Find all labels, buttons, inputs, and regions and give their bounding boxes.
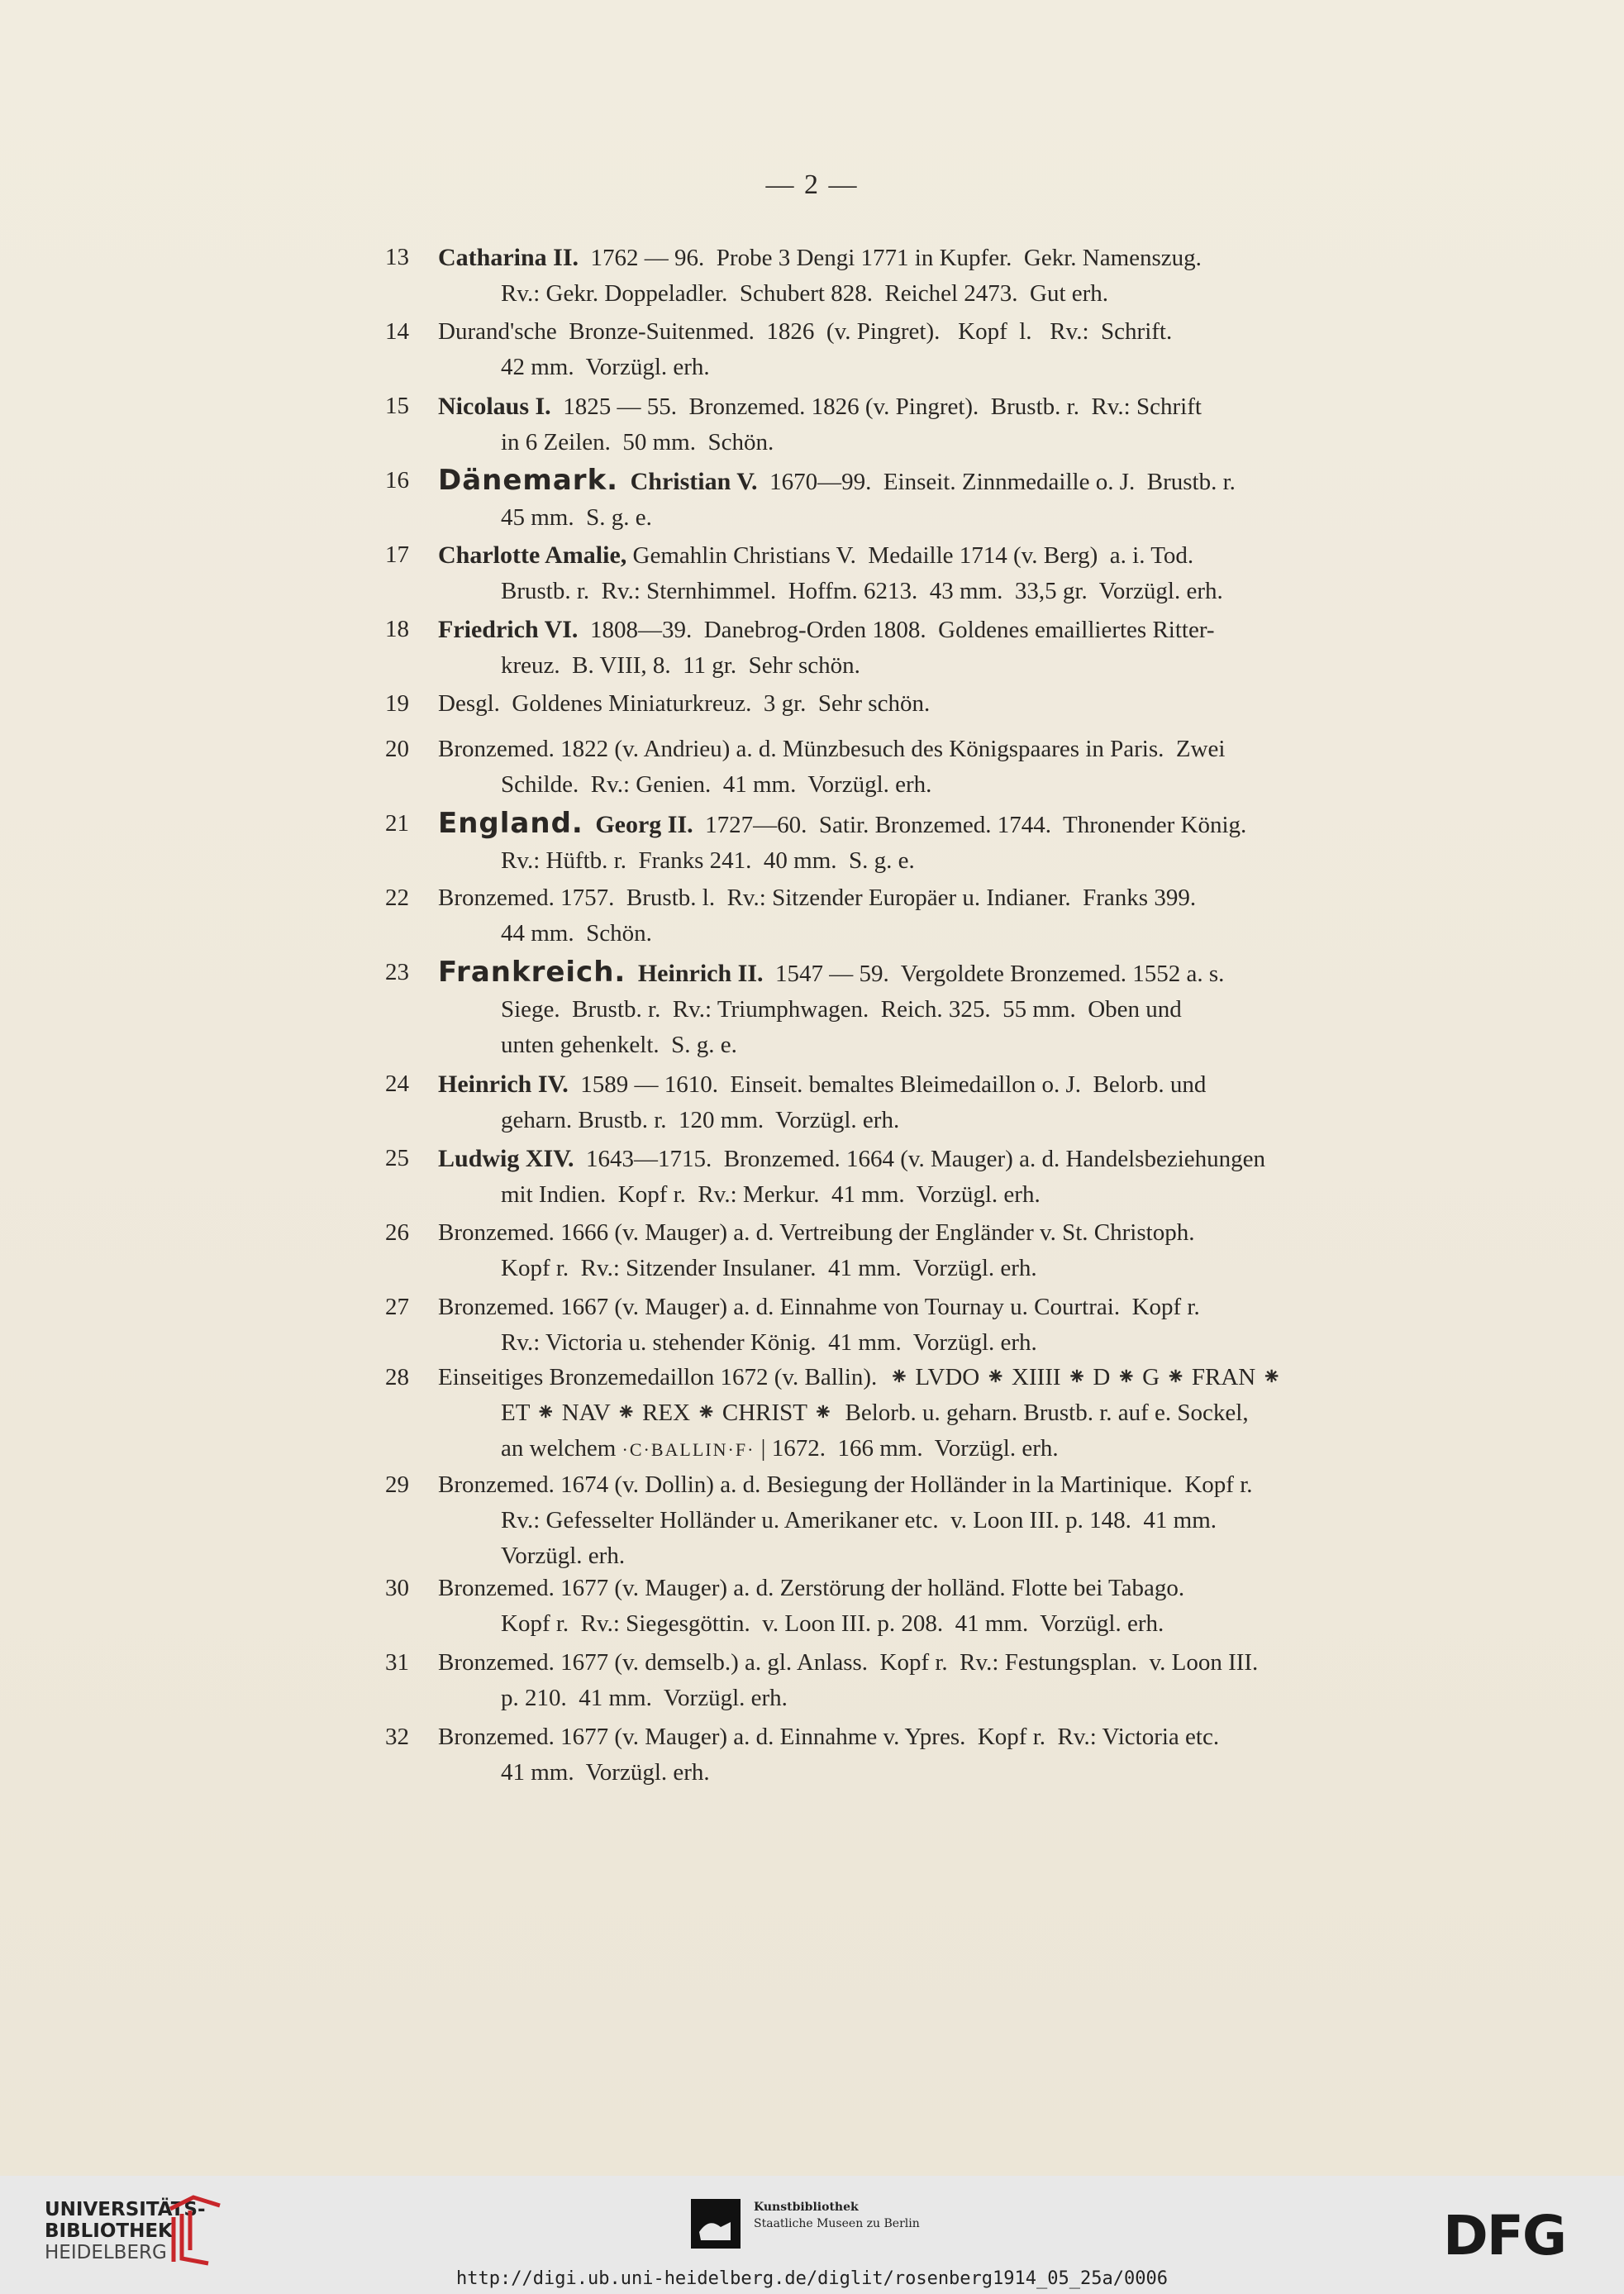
entry-segment: Einseitiges Bronzemedaillon 1672 (v. Ballin). ⁕ LVDO ⁕ XIIII ⁕ D ⁕ G ⁕ FRAN ⁕ xyxy=(438,1364,1282,1390)
entry-text xyxy=(438,240,1420,312)
entry-number: 23 xyxy=(385,959,409,985)
entry-segment xyxy=(583,812,596,838)
entry-segment: 1808—39. Danebrog-Orden 1808. Goldenes emailliertes Ritter- xyxy=(578,617,1215,643)
entry-segment: Durand'sche Bronze-Suitenmed. 1826 (v. Pingret). Kopf l. Rv.: Schrift. xyxy=(438,318,1173,345)
entry-first-line xyxy=(438,1066,1420,1103)
entry-number: 27 xyxy=(385,1294,409,1320)
entry-first-line xyxy=(438,732,1420,767)
entry-continuation-line: kreuz. B. VIII, 8. 11 gr. Sehr schön. xyxy=(501,652,860,679)
entry-segment: 1643—1715. Bronzemed. 1664 (v. Mauger) a. d. Handelsbeziehungen xyxy=(574,1146,1266,1172)
entry-first-line xyxy=(438,1719,1420,1755)
entry-text xyxy=(438,1467,1420,1574)
entry-text xyxy=(438,1290,1420,1361)
medal-inscription: ·C·BALLIN·F· xyxy=(622,1439,755,1460)
entry-segment: 1762 — 96. Probe 3 Dengi 1771 in Kupfer. Gekr. Namenszug. xyxy=(579,245,1202,271)
entry-continuation-line: Schilde. Rv.: Genien. 41 mm. Vorzügl. erh. xyxy=(501,771,932,798)
entry-continuation-line: unten gehenkelt. S. g. e. xyxy=(501,1032,737,1058)
entry-number: 32 xyxy=(385,1724,409,1750)
entry-first-line xyxy=(438,1215,1420,1251)
ub-line-2: BIBLIOTHEK xyxy=(45,2220,173,2242)
ruler-heading: Heinrich II. xyxy=(637,960,764,987)
entry-first-line xyxy=(438,240,1420,276)
country-heading: Dänemark. xyxy=(438,464,619,497)
entry-continuation-line: Kopf r. Rv.: Siegesgöttin. v. Loon III. p. 208. 41 mm. Vorzügl. erh. xyxy=(501,1610,1164,1637)
entry-segment: Bronzemed. 1674 (v. Dollin) a. d. Besiegung der Holländer in la Martinique. Kopf r. xyxy=(438,1471,1253,1498)
entry-segment: Bronzemed. 1822 (v. Andrieu) a. d. Münzbesuch des Königspaares in Paris. Zwei xyxy=(438,736,1226,762)
entry-text xyxy=(438,1066,1420,1138)
entry-number: 22 xyxy=(385,885,409,911)
entry-segment: Bronzemed. 1677 (v. demselb.) a. gl. Anlass. Kopf r. Rv.: Festungsplan. v. Loon III. xyxy=(438,1649,1259,1676)
entry-continuation-line: 45 mm. S. g. e. xyxy=(501,504,652,531)
entry-text xyxy=(438,537,1420,609)
entry-continuation-line: 41 mm. Vorzügl. erh. xyxy=(501,1759,710,1786)
ruler-heading: Heinrich IV. xyxy=(438,1071,569,1098)
ub-line-1: UNIVERSITÄTS- xyxy=(45,2199,206,2220)
ruler-heading: Charlotte Amalie, xyxy=(438,541,627,569)
entry-continuation-line: geharn. Brustb. r. 120 mm. Vorzügl. erh. xyxy=(501,1107,900,1133)
entry-segment: Gemahlin Christians V. Medaille 1714 (v. Berg) a. i. Tod. xyxy=(626,542,1194,569)
ruler-heading: Georg II. xyxy=(595,811,693,838)
kunstbibliothek-subtitle: Staatliche Museen zu Berlin xyxy=(754,2217,920,2230)
entry-continuation-line xyxy=(438,1431,1420,1467)
entry-number: 25 xyxy=(385,1145,409,1171)
entry-segment xyxy=(618,469,631,495)
entry-segment: Desgl. Goldenes Miniaturkreuz. 3 gr. Sehr schön. xyxy=(438,690,931,717)
ruler-heading: Catharina II. xyxy=(438,244,579,271)
entry-first-line xyxy=(438,686,1420,722)
entry-continuation-line: Kopf r. Rv.: Sitzender Insulaner. 41 mm. Vorzügl. erh. xyxy=(501,1255,1037,1281)
ruler-heading: Friedrich VI. xyxy=(438,616,579,643)
page-number: — 2 — xyxy=(765,169,859,200)
entry-text xyxy=(438,880,1420,951)
entry-number: 29 xyxy=(385,1471,409,1498)
entry-segment: 1727—60. Satir. Bronzemed. 1744. Thronender König. xyxy=(693,812,1247,838)
kunstbibliothek-label xyxy=(754,2199,920,2232)
entry-segment: Bronzemed. 1677 (v. Mauger) a. d. Zerstörung der holländ. Flotte bei Tabago. xyxy=(438,1575,1185,1601)
entry-text xyxy=(438,612,1420,684)
entry-number: 31 xyxy=(385,1649,409,1676)
entry-segment: 1825 — 55. Bronzemed. 1826 (v. Pingret). Brustb. r. Rv.: Schrift xyxy=(550,393,1202,420)
entry-number: 28 xyxy=(385,1364,409,1390)
entry-segment: an welchem xyxy=(501,1435,622,1462)
entry-first-line xyxy=(438,612,1420,648)
entry-first-line xyxy=(438,389,1420,425)
entry-text xyxy=(438,389,1420,460)
country-heading: England. xyxy=(438,807,583,840)
entry-text xyxy=(438,1360,1420,1467)
entry-segment: 1670—99. Einseit. Zinnmedaille o. J. Brustb. r. xyxy=(757,469,1236,495)
entry-segment xyxy=(626,961,638,987)
entry-number: 14 xyxy=(385,318,409,345)
entry-number: 24 xyxy=(385,1071,409,1097)
entry-first-line xyxy=(438,463,1420,500)
entry-first-line xyxy=(438,1571,1420,1606)
entry-text xyxy=(438,1719,1420,1791)
ub-line-3: HEIDELBERG xyxy=(45,2242,167,2263)
entry-text xyxy=(438,1141,1420,1213)
entry-segment: Bronzemed. 1677 (v. Mauger) a. d. Einnahme v. Ypres. Kopf r. Rv.: Victoria etc. xyxy=(438,1724,1220,1750)
entry-number: 13 xyxy=(385,244,409,270)
country-heading: Frankreich. xyxy=(438,956,626,989)
entry-segment: Bronzemed. 1667 (v. Mauger) a. d. Einnahme von Tournay u. Courtrai. Kopf r. xyxy=(438,1294,1200,1320)
entry-text xyxy=(438,955,1420,1063)
entry-text xyxy=(438,1571,1420,1642)
entry-segment: 1547 — 59. Vergoldete Bronzemed. 1552 a. s. xyxy=(763,961,1225,987)
dfg-logo[interactable]: DFG xyxy=(1443,2204,1566,2268)
entry-number: 17 xyxy=(385,541,409,568)
entry-continuation-line: Vorzügl. erh. xyxy=(501,1543,626,1569)
entry-text xyxy=(438,1215,1420,1286)
entry-continuation-line: Rv.: Gefesselter Holländer u. Amerikaner etc. v. Loon III. p. 148. 41 mm. xyxy=(501,1507,1217,1533)
entry-continuation-line: Rv.: Victoria u. stehender König. 41 mm. Vorzügl. erh. xyxy=(501,1329,1037,1356)
entry-continuation-line: Brustb. r. Rv.: Sternhimmel. Hoffm. 6213. 43 mm. 33,5 gr. Vorzügl. erh. xyxy=(501,578,1223,604)
entry-first-line xyxy=(438,1141,1420,1177)
ruler-heading: Nicolaus I. xyxy=(438,393,551,420)
entry-continuation-line: mit Indien. Kopf r. Rv.: Merkur. 41 mm. Vorzügl. erh. xyxy=(501,1181,1041,1208)
entry-first-line xyxy=(438,1360,1420,1395)
entry-number: 20 xyxy=(385,736,409,762)
entry-continuation-line: in 6 Zeilen. 50 mm. Schön. xyxy=(501,429,774,455)
entry-continuation-line: Rv.: Hüftb. r. Franks 241. 40 mm. S. g. e. xyxy=(501,847,915,874)
entry-text xyxy=(438,1645,1420,1716)
entry-continuation-line: Rv.: Gekr. Doppeladler. Schubert 828. Reichel 2473. Gut erh. xyxy=(501,280,1109,307)
kunstbibliothek-logo-icon xyxy=(691,2199,741,2249)
entry-continuation-line: p. 210. 41 mm. Vorzügl. erh. xyxy=(501,1685,788,1711)
entry-number: 16 xyxy=(385,467,409,494)
entry-first-line xyxy=(438,1467,1420,1503)
entry-first-line xyxy=(438,880,1420,916)
entry-number: 15 xyxy=(385,393,409,419)
entry-number: 26 xyxy=(385,1219,409,1246)
entry-segment: | 1672. 166 mm. Vorzügl. erh. xyxy=(755,1435,1059,1462)
entry-segment: Bronzemed. 1757. Brustb. l. Rv.: Sitzender Europäer u. Indianer. Franks 399. xyxy=(438,885,1197,911)
entry-continuation-line: 42 mm. Vorzügl. erh. xyxy=(501,354,710,380)
ub-heidelberg-logo-icon xyxy=(162,2192,228,2267)
entry-segment: 1589 — 1610. Einseit. bemaltes Bleimedaillon o. J. Belorb. und xyxy=(568,1071,1207,1098)
entry-first-line xyxy=(438,1290,1420,1325)
entry-number: 19 xyxy=(385,690,409,717)
entry-text xyxy=(438,806,1420,879)
ruler-heading: Christian V. xyxy=(630,468,758,495)
entry-first-line xyxy=(438,1645,1420,1681)
entry-text xyxy=(438,732,1420,803)
entry-text xyxy=(438,463,1420,536)
entry-continuation-line: Siege. Brustb. r. Rv.: Triumphwagen. Reich. 325. 55 mm. Oben und xyxy=(501,996,1182,1023)
entry-first-line xyxy=(438,314,1420,350)
entry-first-line xyxy=(438,955,1420,992)
entry-number: 18 xyxy=(385,616,409,642)
entry-text xyxy=(438,686,1420,722)
ruler-heading: Ludwig XIV. xyxy=(438,1145,574,1172)
entry-number: 30 xyxy=(385,1575,409,1601)
entry-continuation-line: 44 mm. Schön. xyxy=(501,920,652,947)
kunstbibliothek-title: Kunstbibliothek xyxy=(754,2201,859,2214)
entry-number: 21 xyxy=(385,810,409,837)
permalink-url[interactable]: http://digi.ub.uni-heidelberg.de/diglit/rosenberg1914_05_25a/0006 xyxy=(456,2268,1168,2289)
entry-first-line xyxy=(438,806,1420,843)
entry-text xyxy=(438,314,1420,385)
entry-segment: Bronzemed. 1666 (v. Mauger) a. d. Vertreibung der Engländer v. St. Christoph. xyxy=(438,1219,1195,1246)
entry-first-line xyxy=(438,537,1420,574)
entry-continuation-line: ET ⁕ NAV ⁕ REX ⁕ CHRIST ⁕ Belorb. u. geharn. Brustb. r. auf e. Sockel, xyxy=(501,1400,1249,1426)
